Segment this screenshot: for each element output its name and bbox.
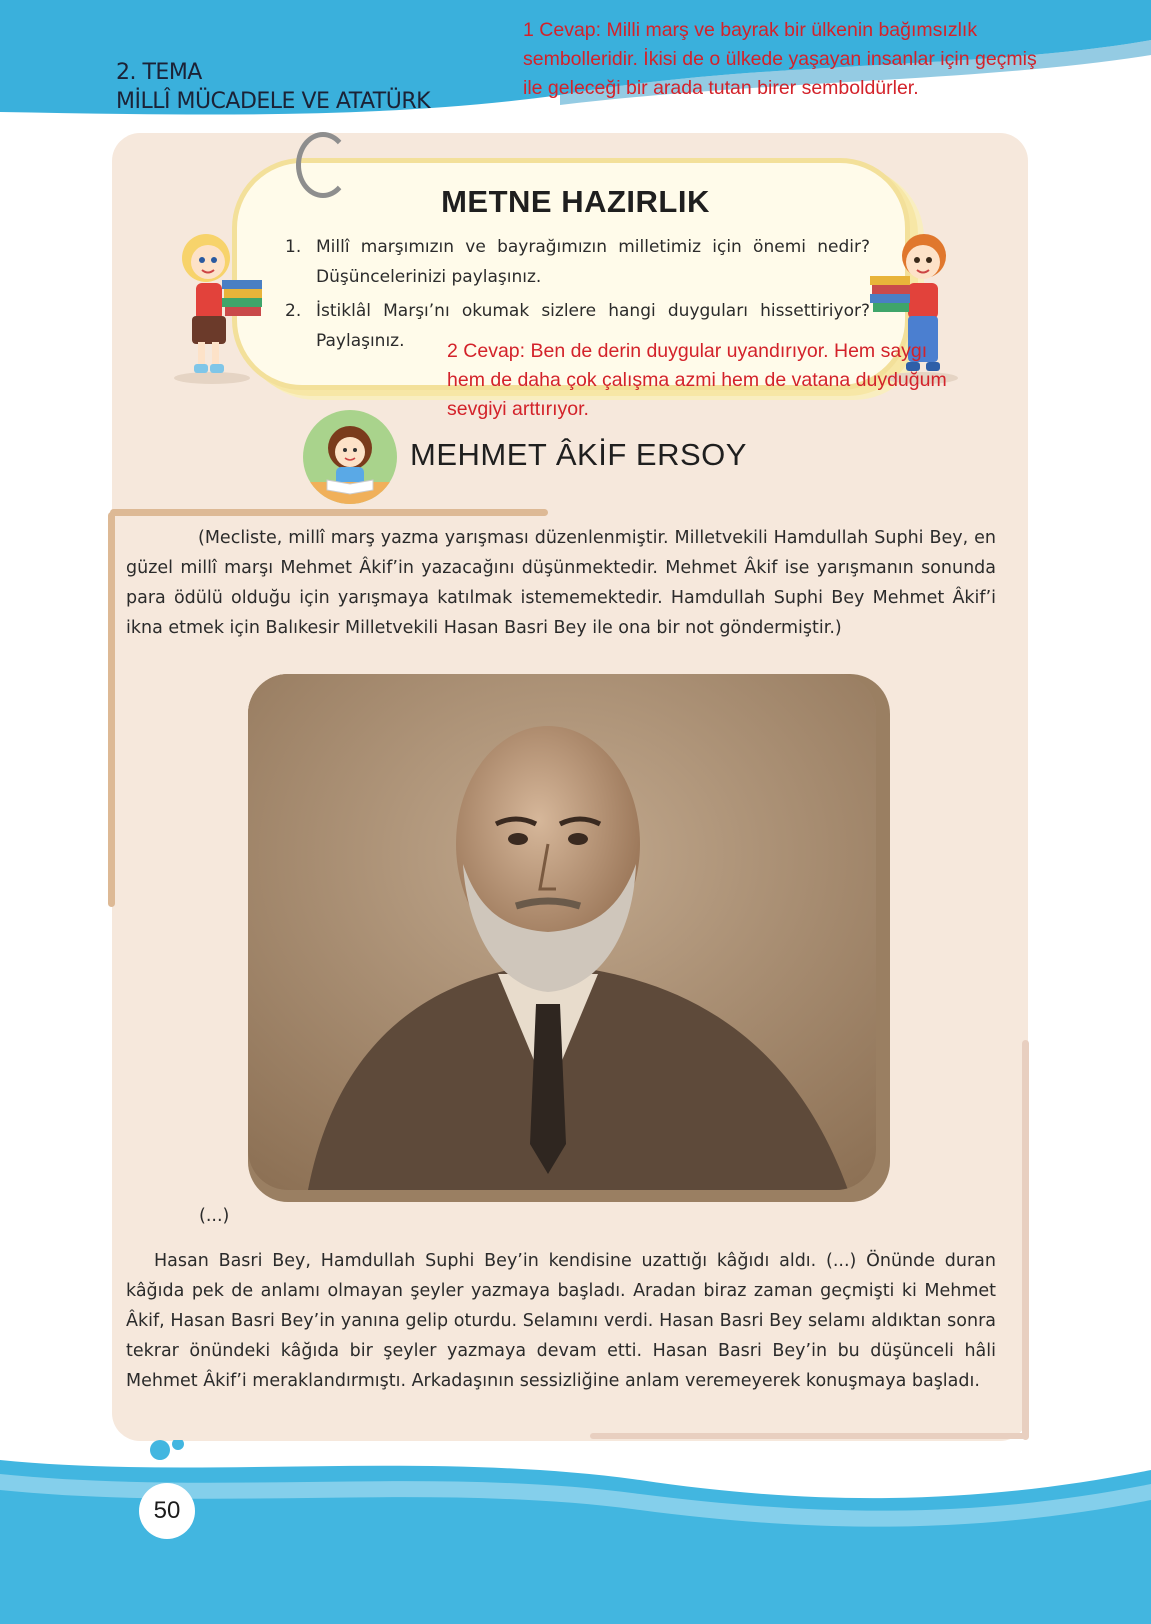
theme-label [116, 58, 430, 116]
question-text: İstiklâl Marşı’nı okumak sizlere hangi duyguları hissettiriyor? Paylaşınız. [316, 301, 870, 351]
ellipsis-text: (...) [199, 1206, 230, 1226]
preparation-title: METNE HAZIRLIK [441, 184, 710, 219]
answer-1-text: 1 Cevap: Milli marş ve bayrak bir ülkenin bağımsızlık sembolleridir. İkisi de o ülkede yaşayan insanlar için geçmiş ile geleceği bir arada tutan birer semboldürler. [523, 19, 1037, 99]
theme-title: MİLLÎ MÜCADELE VE ATATÜRK [116, 89, 431, 114]
intro-paragraph: (Mecliste, millî marş yazma yarışması düzenlenmiştir. Milletvekili Hamdullah Suphi Bey, en güzel millî marşı Mehmet Âkif’in yazacağını düşünmektedir. Mehmet Âkif ise yarışmanın sonunda para ödülü olduğu için yarışmaya katılmak istememektedir. Hamdullah Suphi Bey Mehmet Âkif’i ikna etmek için Balıkesir Milletvekili Hasan Basri Bey ile ona bir not göndermiştir.) [126, 528, 996, 638]
question-number: 1. [285, 237, 302, 257]
body-paragraph: Hasan Basri Bey, Hamdullah Suphi Bey’in kendisine uzattığı kâğıdı aldı. (...) Önünde duran kâğıda pek de anlamı olmayan şeyler yazmaya başladı. Aradan biraz zaman geçmişti ki Mehmet Âkif, Hasan Basri Bey’in yanına gelip oturdu. Selamını verdi. Hasan Basri Bey selamı aldıktan sonra tekrar önündeki kâğıda bir şeyler yazmaya devam etti. Hasan Basri Bey’in bu düşünceli hâli Mehmet Âkif’i meraklandırmıştı. Arkadaşının sessizliğine anlam veremeyerek konuşmaya başladı. [126, 1251, 996, 1391]
accent-bar [110, 509, 548, 516]
answer-2-text: 2 Cevap: Ben de derin duygular uyandırıyor. Hem saygı hem de daha çok çalışma azmi hem de vatana duyduğum sevgiyi arttırıyor. [447, 340, 947, 420]
question-number: 2. [285, 301, 302, 321]
accent-bar [590, 1433, 1028, 1439]
girl-with-books-illustration [170, 228, 270, 388]
accent-bar [108, 512, 115, 907]
theme-number: 2. TEMA [116, 60, 202, 85]
reading-girl-icon [303, 410, 397, 504]
question-item [285, 232, 870, 292]
page-number: 50 [139, 1483, 195, 1539]
accent-bar [1022, 1040, 1029, 1440]
story-title: MEHMET ÂKİF ERSOY [410, 437, 747, 472]
question-text: Millî marşımızın ve bayrağımızın milletimiz için önemi nedir? Düşüncelerinizi paylaşınız. [316, 237, 870, 287]
portrait-photo [248, 674, 876, 1190]
